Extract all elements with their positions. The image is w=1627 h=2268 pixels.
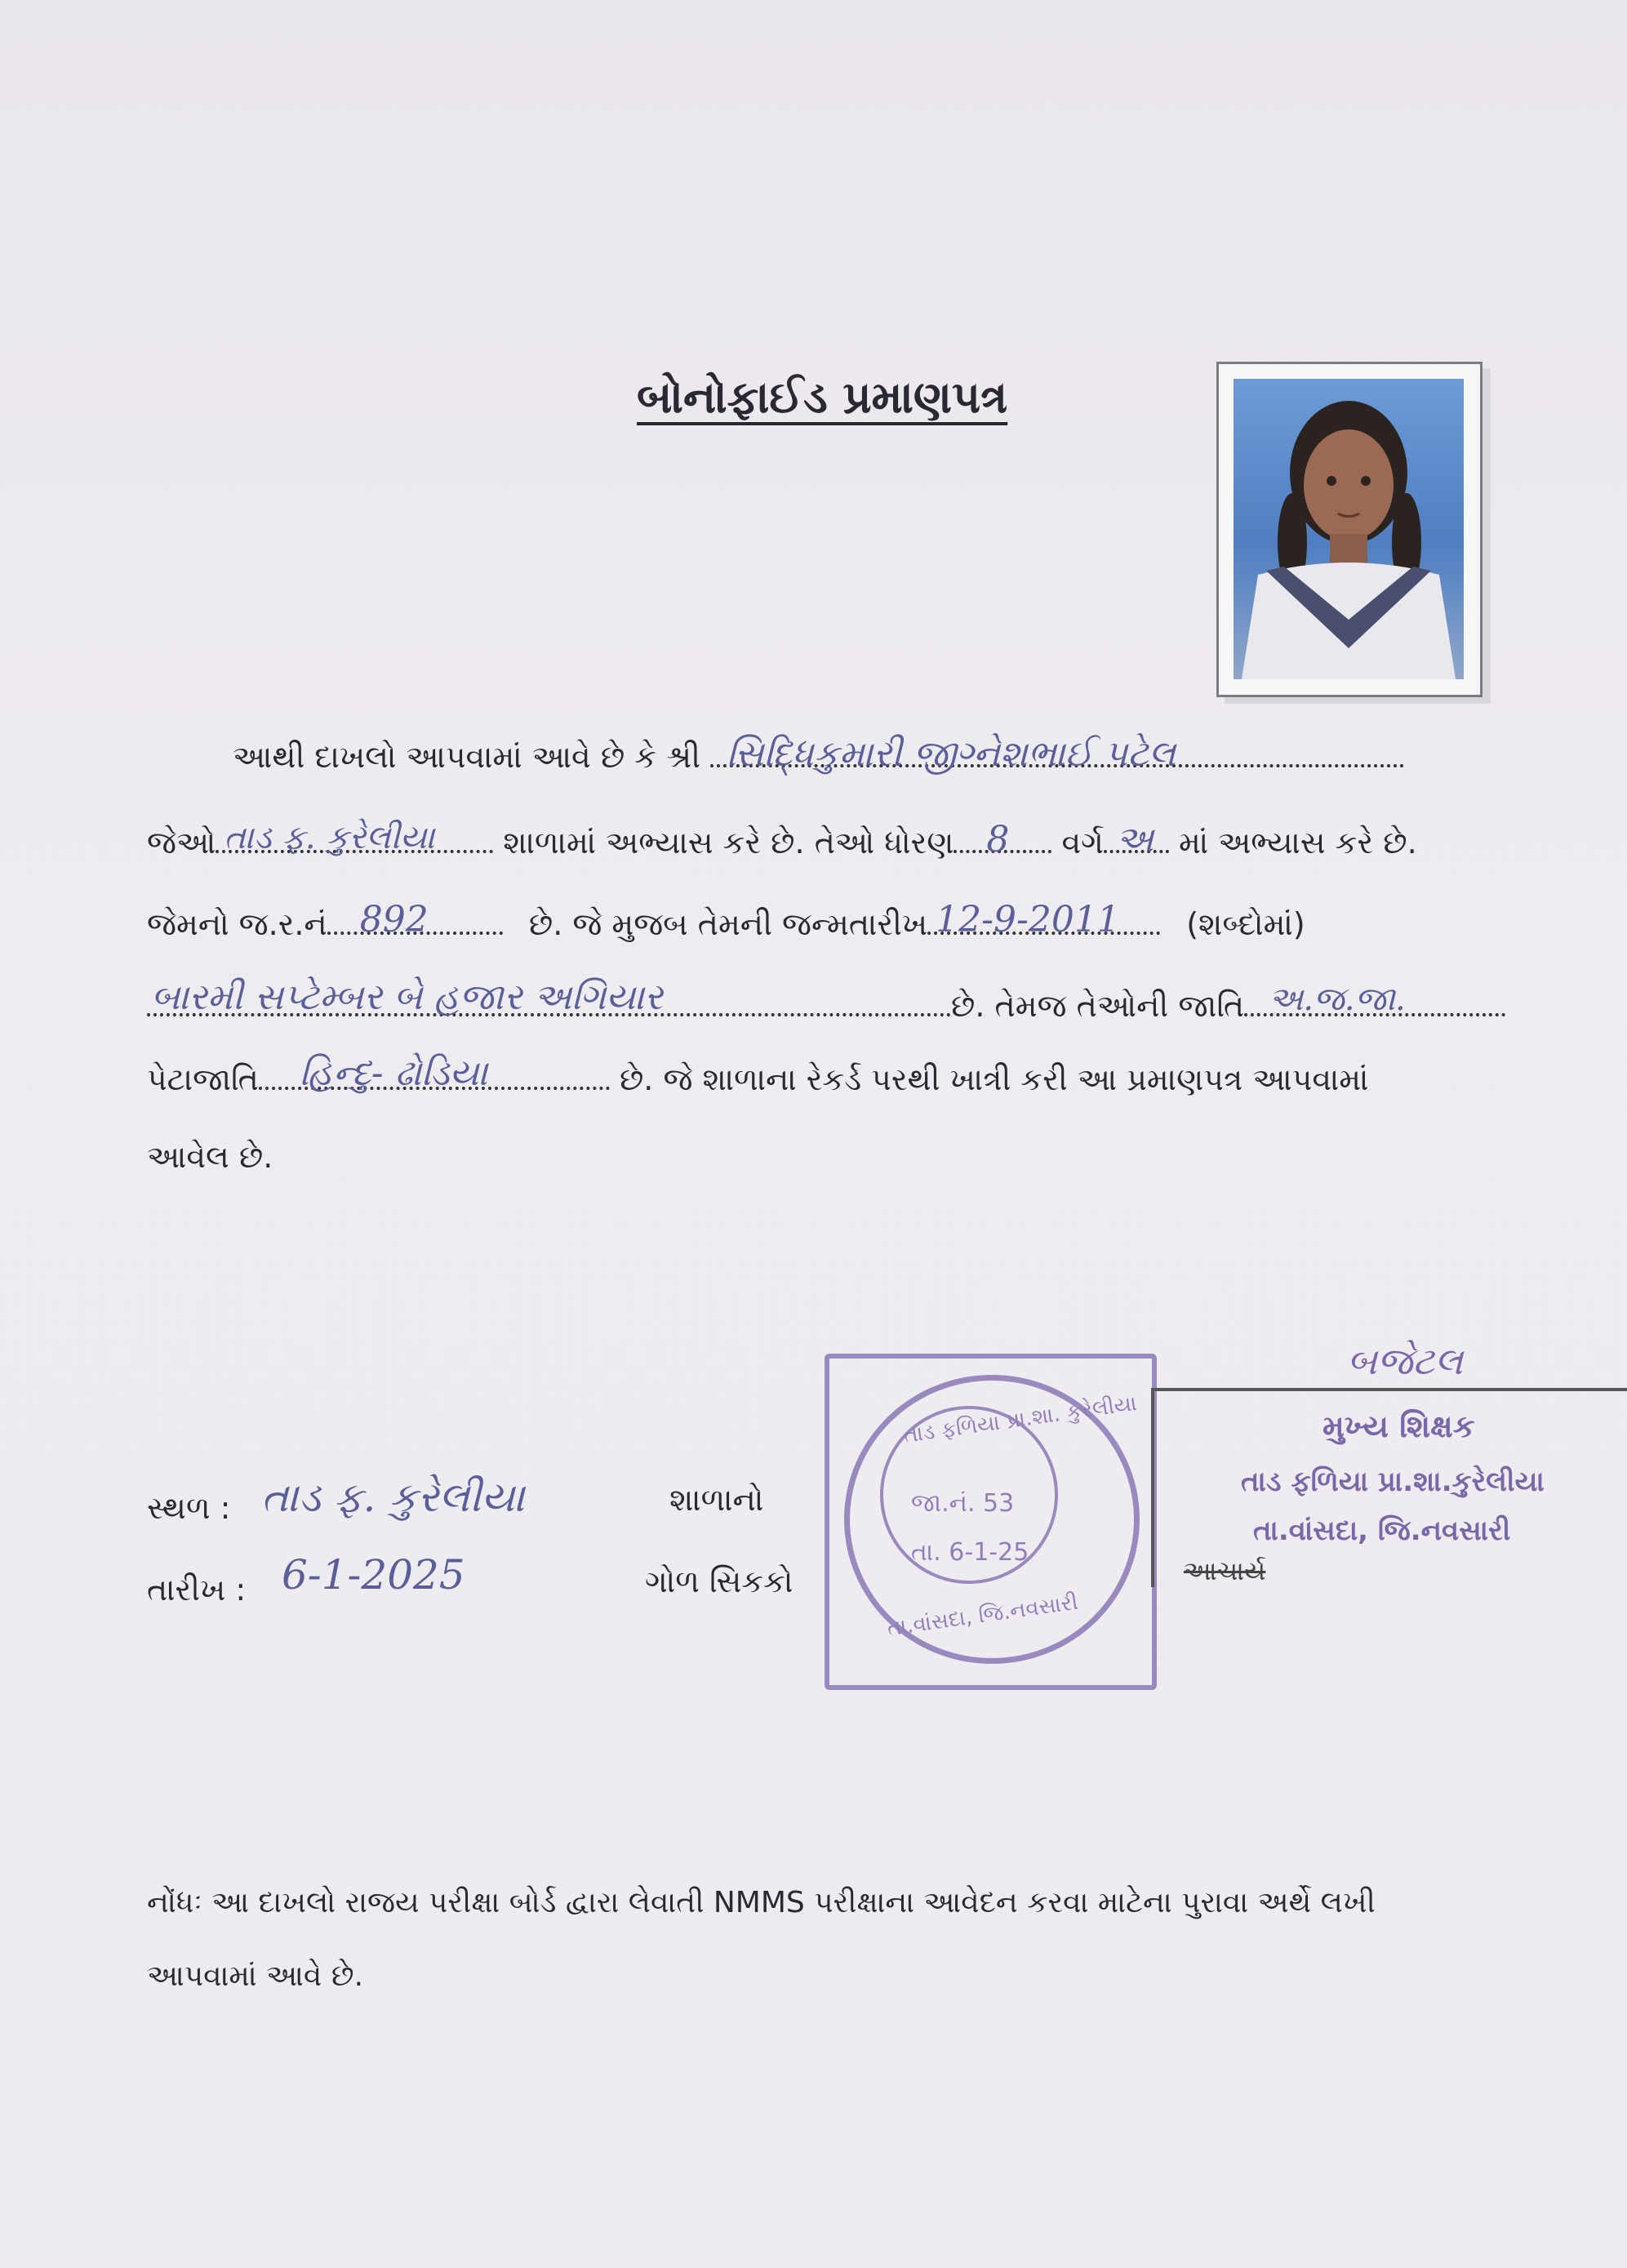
body-line-4 bbox=[147, 976, 1505, 1025]
signature-scribble: બજેટલ bbox=[1347, 1339, 1464, 1383]
place-label: સ્થળ : bbox=[147, 1490, 231, 1526]
label-dob: છે. જે મુજબ તેમની જન્મતારીખ bbox=[528, 906, 928, 942]
subcaste-field bbox=[259, 1052, 610, 1094]
seal-center-line-2: તા. 6-1-25 bbox=[911, 1538, 1029, 1567]
seal-center-line-1: જા.નં. 53 bbox=[911, 1489, 1015, 1518]
intro-text: આથી દાખલો આપવામાં આવે છે કે શ્રી bbox=[233, 739, 701, 775]
label-study: માં અભ્યાસ કરે છે. bbox=[1179, 825, 1417, 861]
caste-field bbox=[1244, 981, 1505, 1018]
caste-value: અ.જ.જા. bbox=[1269, 981, 1406, 1018]
school-name: તાડ ફ. કુરેલીયા bbox=[224, 819, 435, 856]
seal-label-2: ગોળ સિકકો bbox=[645, 1563, 793, 1599]
signatory-school: તાડ ફળિયા પ્રા.શા.કુરેલીયા bbox=[1241, 1465, 1545, 1498]
school-field bbox=[216, 819, 493, 856]
label-in-words: (શબ્દોમાં) bbox=[1186, 906, 1305, 942]
std-value: 8 bbox=[986, 819, 1010, 861]
student-name: સિદ્ધિકુમારી જીગ્નેશભાઈ પટેલ bbox=[727, 733, 1176, 775]
label-school-study: શાળામાં અભ્યાસ કરે છે. તેઓ ધોરણ bbox=[503, 825, 954, 861]
seal-ring-top-text: તાડ ફળિયા પ્રા.શા. કુરેલીયા bbox=[902, 1391, 1139, 1448]
label-verification: છે. જે શાળાના રેકર્ડ પરથી ખાત્રી કરી આ પ્રમાણપત્ર આપવામાં bbox=[619, 1061, 1369, 1097]
division-value: અ bbox=[1115, 819, 1154, 861]
std-field bbox=[954, 819, 1051, 861]
certificate-title: બોનોફાઈડ પ્રમાણપત્ર bbox=[637, 371, 1008, 423]
dob-words-value: બારમી સપ્ટેમ્બર બે હજાર અગિયાર bbox=[151, 976, 663, 1018]
subcaste-value: હિન્દુ- ઢોડિયા bbox=[299, 1052, 488, 1094]
student-photo-frame bbox=[1216, 362, 1483, 697]
note-line-2: આપવામાં આવે છે. bbox=[147, 1959, 364, 1993]
seal-ring-bottom-text: તા.વાંસદા, જિ.નવસારી bbox=[885, 1590, 1080, 1642]
seal-label-1: શાળાનો bbox=[669, 1482, 764, 1518]
body-line-5 bbox=[147, 1052, 1369, 1098]
dob-words-field bbox=[147, 976, 951, 1018]
student-name-field bbox=[710, 733, 1404, 775]
student-photo bbox=[1234, 379, 1464, 679]
date-value: 6-1-2025 bbox=[282, 1551, 465, 1599]
dob-field bbox=[927, 899, 1160, 941]
reg-no-value: 892 bbox=[359, 899, 429, 941]
school-round-seal bbox=[825, 1354, 1157, 1690]
place-value: તાડ ફ. કુરેલીયા bbox=[261, 1474, 525, 1521]
note-line-1: નોંધઃ આ દાખલો રાજય પરીક્ષા બોર્ડ દ્વારા લેવાતી NMMS પરીક્ષાના આવેદન કરવા માટેના પુરાવા અર્થે લખી bbox=[147, 1886, 1376, 1919]
body-line-3 bbox=[147, 899, 1305, 943]
label-varg: વર્ગ bbox=[1061, 825, 1104, 861]
body-line-2 bbox=[147, 819, 1417, 861]
label-caste: છે. તેમજ તેઓની જાતિ bbox=[951, 988, 1245, 1024]
reg-no-field bbox=[327, 899, 503, 941]
signatory-taluka: તા.વાંસદા, જિ.નવસારી bbox=[1253, 1514, 1511, 1547]
body-line-1 bbox=[233, 733, 1404, 776]
label-jeo: જેઓ bbox=[147, 825, 216, 861]
signatory-title: મુખ્ય શિક્ષક bbox=[1322, 1408, 1475, 1444]
division-field bbox=[1104, 819, 1169, 861]
crossed-role-text: આચાર્ય bbox=[1184, 1555, 1266, 1586]
date-label: તારીખ : bbox=[147, 1572, 247, 1608]
label-subcaste: પેટાજાતિ bbox=[147, 1061, 259, 1097]
student-portrait-image bbox=[1234, 379, 1464, 679]
label-reg-no: જેમનો જ.ર.નં bbox=[147, 906, 327, 942]
body-line-6: આવેલ છે. bbox=[147, 1139, 273, 1175]
dob-value: 12-9-2011 bbox=[936, 899, 1120, 941]
